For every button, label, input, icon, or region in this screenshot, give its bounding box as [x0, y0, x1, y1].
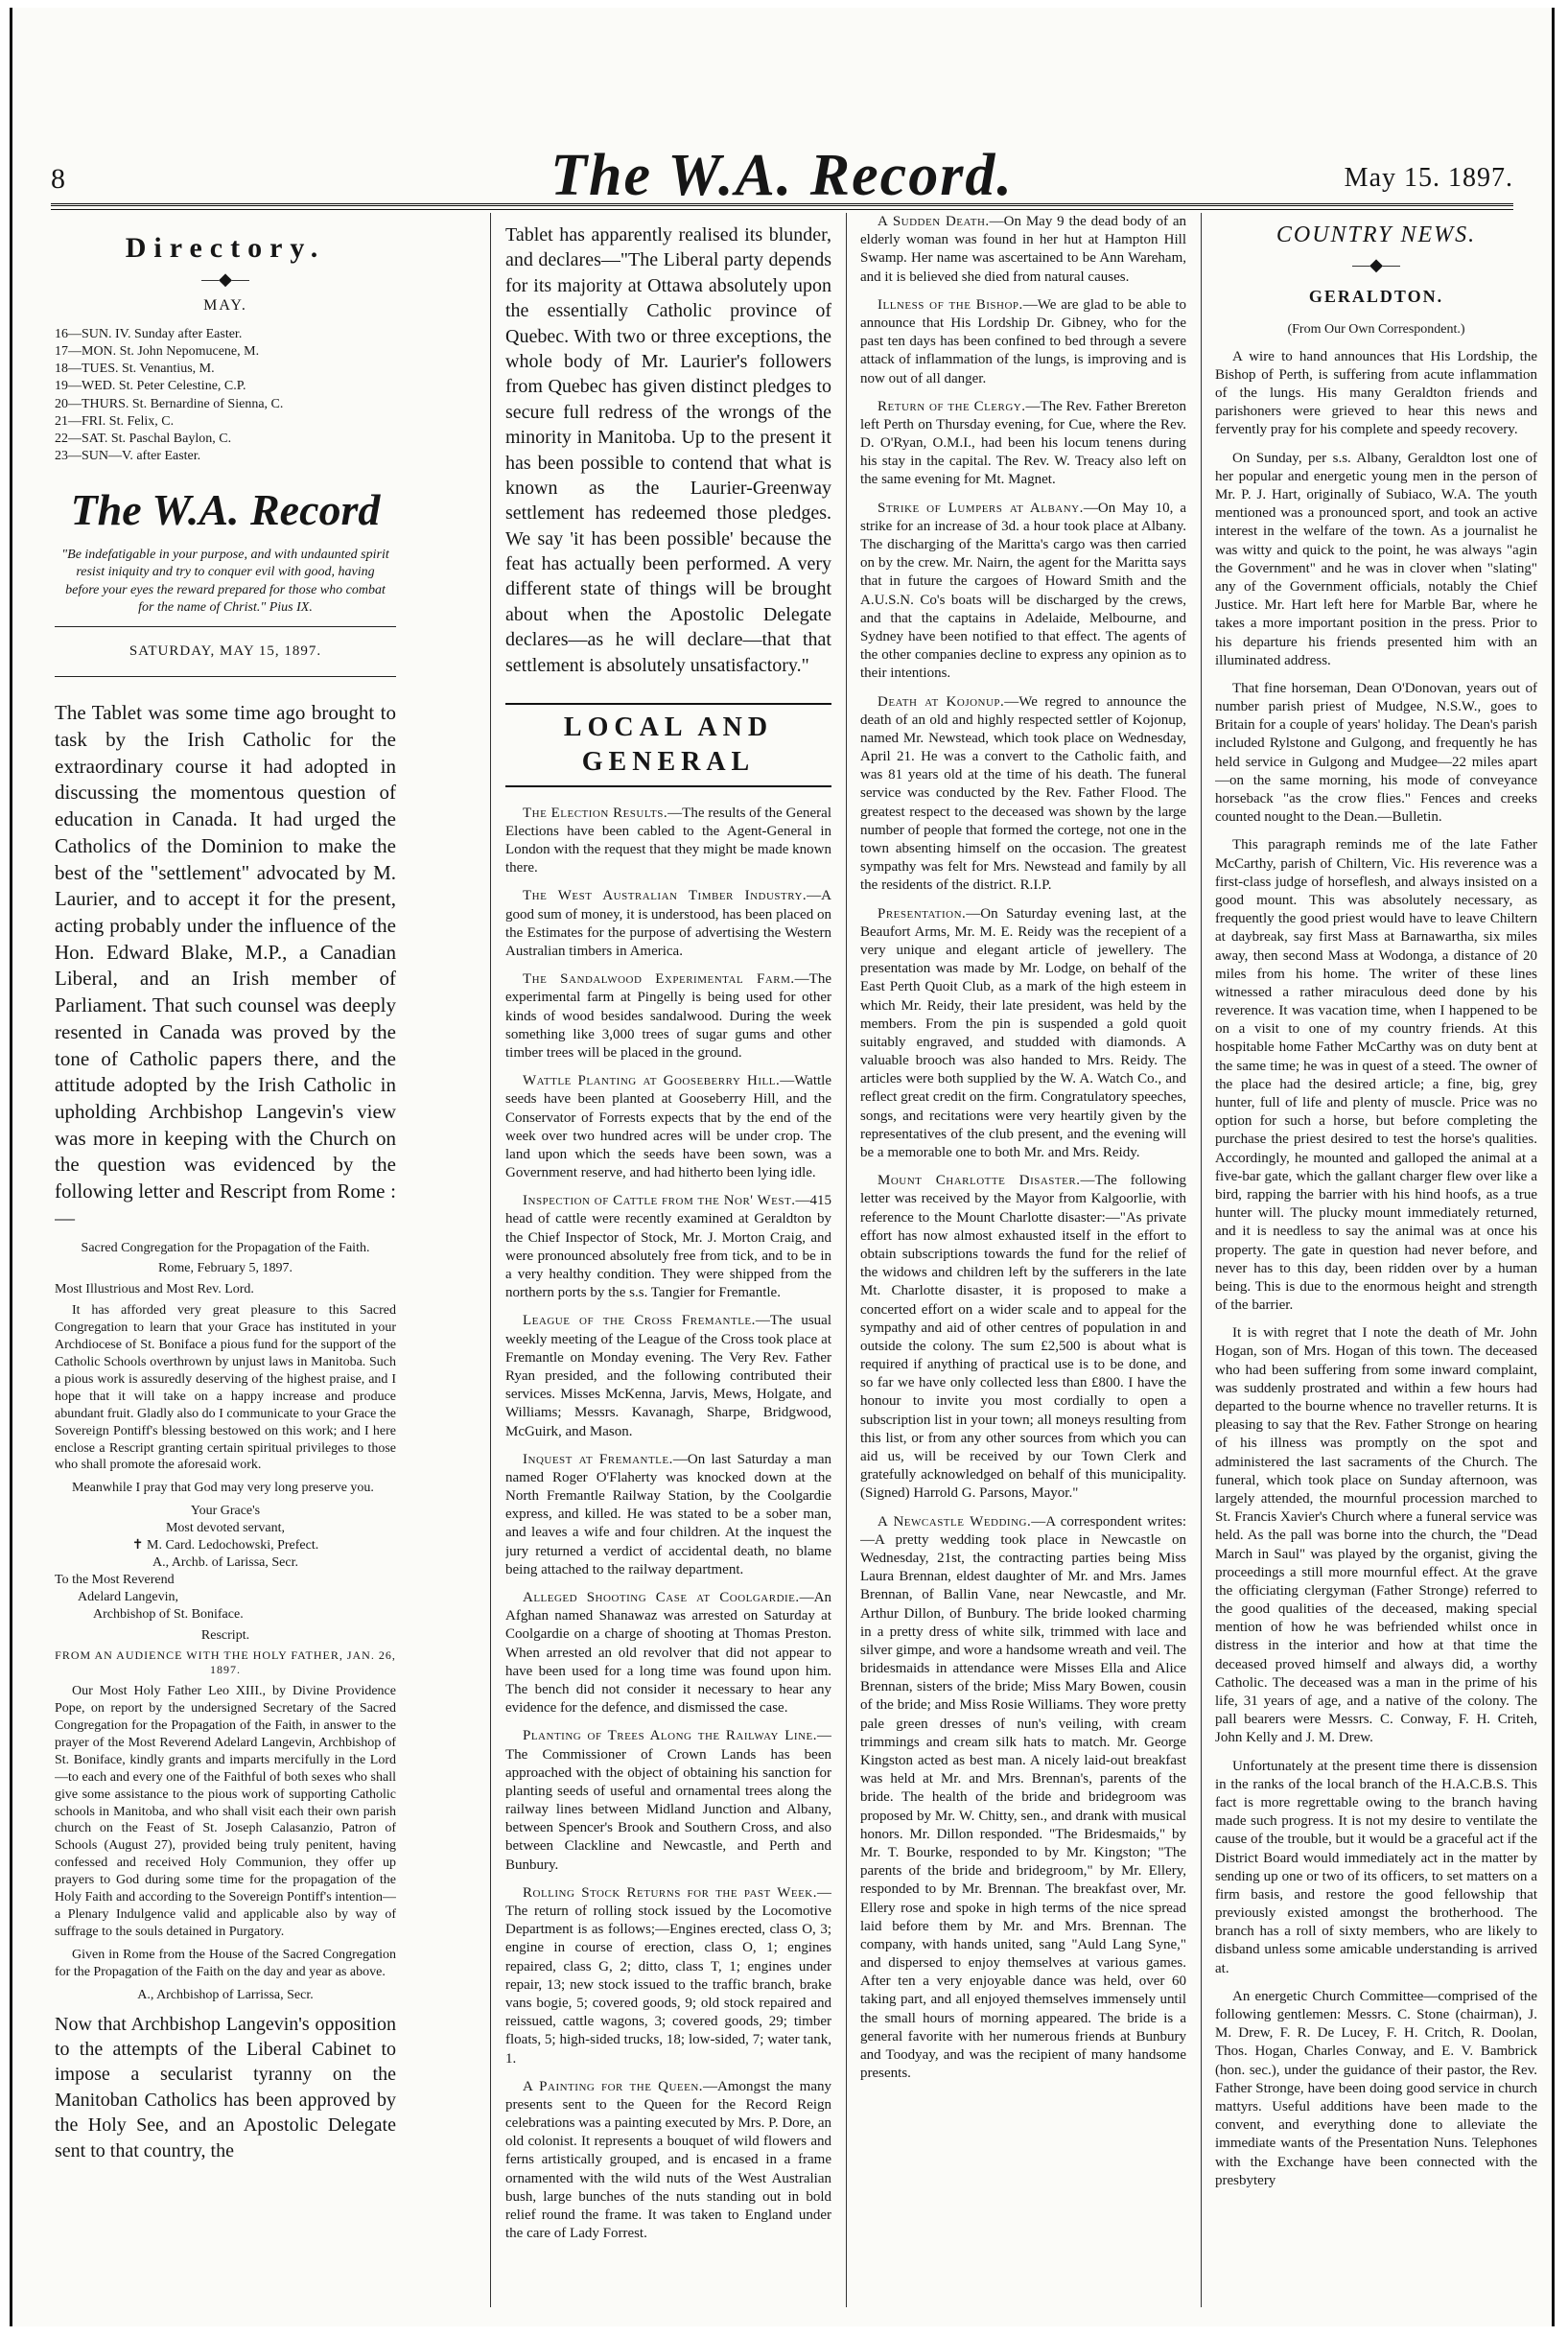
- column-3: [860, 213, 1186, 2307]
- signature-line: Most devoted servant,: [165, 1521, 286, 1536]
- country-news-paragraph: A wire to hand announces that His Lordship, the Bishop of Perth, is suffering from acute inflammation of the lungs. His many Geraldton friends and parishoners were grieved to hear this news and fervently pray for his complete and speedy recovery.: [1215, 348, 1537, 438]
- news-items: [505, 805, 831, 2244]
- news-item-heading: Return of the Clergy.: [878, 398, 1026, 414]
- correspondent-line: (From Our Own Correspondent.): [1287, 321, 1465, 337]
- news-item: [505, 1192, 831, 1302]
- news-item-heading: Illness of the Bishop.: [878, 296, 1023, 313]
- ornament-icon: —◆—: [201, 269, 249, 290]
- news-item: [505, 1451, 831, 1579]
- address-line: To the Most Reverend: [55, 1572, 175, 1587]
- news-item-heading: Alleged Shooting Case at Coolgardie.: [523, 1590, 800, 1605]
- signature-line: A., Archb. of Larissa, Secr.: [152, 1554, 299, 1570]
- news-item-heading: The West Australian Timber Industry.: [523, 888, 807, 904]
- news-item-text: —The results of the General Elections have been cabled to the Agent-General in London with the request that they might be made known there.: [505, 805, 831, 876]
- letter-closing: Meanwhile I pray that God may very long preserve you.: [72, 1481, 374, 1496]
- news-item-text: —415 head of cattle were recently examined at Geraldton by the Chief Inspector of Stock, Mr. J. Morton Craig, and were pronounced absolutely free from tick, and to be in a very healthy condition. They were shipped from the northern ports by the s.s. Tangier for Fremantle.: [505, 1193, 831, 1301]
- country-news-heading: COUNTRY NEWS.: [1275, 222, 1477, 247]
- country-news-paragraph: It is with regret that I note the death of Mr. John Hogan, son of Mrs. Hogan of this town. The deceased who had been suffering from some inward complaint, was suddenly prostrated and within a few hours had departed to the bourne whence no traveller returns. It is pleasing to say that the Rev. Father Stronge on hearing of his illness was promptly on the spot and administered the last sacraments of the Church. The funeral, which took place on Sunday afternoon, was largely attended, the mournful procession marched to St. Francis Xavier's Church where a funeral service was held. As the pall was borne into the church, the "Dead March in Saul" was played by the organist, giving the proceedings a still more mournful effect. At the grave the officiating clergyman (Father Stronge) referred to the good qualities of the deceased, making special mention of how he was befriended whilst once in distress in the interior and how at that time the deceased proved himself and always did, a worthy Catholic. The deceased was a man in the prime of his life, 31 years of age, and a native of the colony. The pall bearers were Messrs. C. Conway, F. H. Criteh, John Kelly and J. M. Drew.: [1215, 1325, 1537, 1746]
- address-line: Archbishop of St. Boniface.: [93, 1606, 244, 1622]
- news-item-heading: A Sudden Death.: [878, 214, 990, 229]
- news-item: [860, 1172, 1186, 1503]
- rescript-given: Given in Rome from the House of the Sacred Congregation for the Propagation of the Faith on the day and year as above.: [55, 1947, 396, 1979]
- news-item: [505, 887, 831, 961]
- news-item: [860, 1513, 1186, 2084]
- local-general-heading: LOCAL AND GENERAL: [505, 703, 831, 787]
- news-item-text: —A good sum of money, it is understood, has been placed on the Estimates for the purpose of advertising the Western Australian timbers in America.: [505, 888, 831, 959]
- news-item-text: —Amongst the many presents sent to the Queen for the Record Reign celebrations was a painting executed by Mrs. P. Dore, an old colonist. It represents a bouquet of wild flowers and ferns artistically grouped, and is encased in a frame ornamented with the wild nuts of the West Australian bush, large bunches of the nuts standing out in bold relief round the frame. It was taken to England under the care of Lady Forrest.: [505, 2078, 831, 2242]
- news-item-text: —An Afghan named Shanawaz was arrested on Saturday at Coolgardie on a charge of shooting at Thomas Preston. When arrested an old revolver that did not appear to have been used for a long time was found upon him. The bench did not consider it necessary to hear any evidence for the defence, and dismissed the case.: [505, 1590, 831, 1717]
- news-item-text: —On last Saturday a man named Roger O'Flaherty was knocked down at the North Fremantle Railway Station, by the Coolgardie express, and killed. He was stated to be a sober man, and leaves a wife and four children. At the inquest the jury returned a verdict of accidental death, no blame being attached to the railway department.: [505, 1451, 831, 1577]
- directory-entry: 18—TUES. St. Venantius, M.: [55, 362, 215, 377]
- news-item-text: —The Commissioner of Crown Lands has been approached with the object of obtaining his sanction for planting seeds of useful and ornamental trees along the railway lines between Midland Junction and Albany, between Spencer's Brook and Southern Cross, and also between Clackline and Newcastle, and Perth and Bunbury.: [505, 1728, 831, 1873]
- directory-title: Directory.: [125, 232, 326, 264]
- news-item-text: —The usual weekly meeting of the League of the Cross took place at Fremantle on Monday evening. The Very Rev. Father Ryan presided, and the following contributed their services. Misses McKenna, Jarvis, Mews, Holgate, and Williams; Messrs. Kavanagh, Sharpe, Bridgwood, McGuirk, and Mason.: [505, 1313, 831, 1439]
- column-4: [1215, 213, 1537, 2307]
- directory-entry: 19—WED. St. Peter Celestine, C.P.: [55, 379, 246, 394]
- country-news-paragraph: An energetic Church Committee—comprised of the following gentlemen: Messrs. C. Stone (chairman), J. M. Drew, F. R. De Lucey, F. H. Critch, R. Doolan, Thos. Hogan, Charles Conway, and E. V. Bambrick (hon. sec.), under the guidance of their pastor, the Rev. Father Stronge, have been doing good service in church mattyrs. Useful additions have been made to the convent, and everything done to alleviate the immediate wants of the Presentation Nuns. Telephones with the Exchange have been connected with the presbytery: [1215, 1988, 1537, 2188]
- news-item-heading: Death at Kojonup.: [878, 693, 1005, 710]
- divider: [55, 676, 396, 677]
- issue-date: SATURDAY, MAY 15, 1897.: [129, 643, 322, 660]
- directory-entry: 20—THURS. St. Bernardine of Sienna, C.: [55, 396, 284, 411]
- news-item: [860, 500, 1186, 684]
- news-item-text: —The experimental farm at Pingelly is being used for other kinds of wood besides sandalwood. During the week something like 3,000 trees of sugar gums and other timber trees will be placed in the ground.: [505, 971, 831, 1061]
- news-item: [505, 2078, 831, 2244]
- news-item: [860, 693, 1186, 896]
- news-item: [505, 1589, 831, 1717]
- audience-heading: FROM AN AUDIENCE WITH THE HOLY FATHER, JAN. 26, 1897.: [55, 1647, 396, 1676]
- signature-line: A., Archbishop of Larrissa, Secr.: [137, 1987, 314, 2002]
- editorial-paragraph: The Tablet was some time ago brought to task by the Irish Catholic for the extraordinary course it had adopted in discussing the momentous question of education in Canada. It had urged the Catholics of the Dominion to make the best of the "settlement" advocated by M. Laurier, and to accept it for the present, acting probably under the influence of the Hon. Edward Blake, M.P., a Canadian Liberal, and an Irish member of Parliament. That such counsel was deeply resented in Canada was proved by the tone of Catholic papers there, and the attitude adopted by the Irish Catholic in upholding Archbishop Langevin's view was more in keeping with the Church on the question was evidenced by the following letter and Rescript from Rome :—: [55, 701, 396, 1229]
- letter-salutation: Most Illustrious and Most Rev. Lord.: [55, 1282, 254, 1297]
- news-item: [505, 970, 831, 1063]
- divider: [55, 626, 396, 627]
- news-item: [860, 213, 1186, 287]
- record-logo: The W.A. Record: [70, 485, 381, 535]
- directory-entry: 23—SUN—V. after Easter.: [55, 449, 201, 464]
- letter-date: Rome, February 5, 1897.: [158, 1261, 293, 1276]
- signature-line: ✝ M. Card. Ledochowski, Prefect.: [131, 1538, 319, 1553]
- news-item-heading: League of the Cross Fremantle.: [523, 1313, 756, 1329]
- column-divider: [1201, 213, 1202, 2307]
- address-line: Adelard Langevin,: [78, 1589, 178, 1604]
- column-1: [55, 213, 396, 2307]
- congregation-heading: Sacred Congregation for the Propagation of the Faith.: [81, 1240, 370, 1255]
- news-item-heading: A Newcastle Wedding.: [878, 1513, 1032, 1530]
- country-news-body: [1215, 348, 1537, 2190]
- country-news-paragraph: That fine horseman, Dean O'Donovan, years out of number parish priest of Mudgee, N.S.W., goes to Britain for a couple of years' holiday. The Dean's parish included Rylstone and Gulgong, and frequently he has held service in Gulgong and Mudgee—22 miles apart—on the same morning, his mode of conveyance horseback "as the crow flies." Fences and creeks counted nought to the Dean.—Bulletin.: [1215, 680, 1537, 826]
- news-item-text: —The Rev. Father Brereton left Perth on Thursday evening, for Cue, where the Rev. D. O'Ryan, O.M.I., had been his locum tenens during his stay in the capital. The Rev. W. Treacy also left on the same evening for Mt. Magnet.: [860, 398, 1186, 488]
- news-item-text: —On May 9 the dead body of an elderly woman was found in her hut at Hampton Hill Swamp. Her name was ascertained to be Ann Wareham, and it is believed she died from natural causes.: [860, 214, 1186, 285]
- ornament-icon: —◆—: [1352, 254, 1400, 274]
- news-item: [860, 905, 1186, 1163]
- column-divider: [490, 213, 491, 2307]
- news-item-heading: Strike of Lumpers at Albany.: [878, 500, 1084, 516]
- masthead: The W.A. Record.: [550, 143, 1014, 208]
- news-item-text: —The return of rolling stock issued by the Locomotive Department is as follows;—Engines erected, class O, 3; engine in course of erection, class O, 1; engines repaired, class G, 2; ditto, class T, 1; engines under repair, 13; new stock issued to the traffic branch, brake vans bogie, 5; covered goods, 9; old stock repaired and reissued, cattle wagons, 3; covered goods, 29; timber floats, 5; high-sided trucks, 18; low-sided, 7; water tank, 1.: [505, 1884, 831, 2067]
- news-item-heading: Mount Charlotte Disaster.: [878, 1173, 1081, 1189]
- news-item: [505, 1072, 831, 1182]
- newspaper-page: [10, 8, 1555, 2326]
- page-date: May 15. 1897.: [1344, 163, 1513, 193]
- news-item-heading: A Painting for the Queen.: [523, 2078, 704, 2094]
- motto: "Be indefatigable in your purpose, and with undaunted spirit resist iniquity and try to conquer evil with good, having before your eyes the reward prepared for those who combat for the name of Christ." Pius IX.: [61, 548, 389, 615]
- news-item: [505, 805, 831, 878]
- column-divider: [846, 213, 847, 2307]
- news-item: [860, 398, 1186, 490]
- signature-line: Your Grace's: [190, 1504, 261, 1519]
- news-item-text: —A correspondent writes:—A pretty wedding took place in Newcastle on Wednesday, 21st, the contracting parties being Miss Laura Brennan, eldest daughter of Mr. and Mrs. James Brennan, of Ballin Vane, near Newcastle, and Mr. Arthur Dillon, of Bunbury. The bride looked charming in a pretty dress of white silk, trimmed with lace and silver gimpe, and wore a handsome wreath and veil. The bridesmaids in attendance were Misses Ella and Alice Brennan, sisters of the bride; Miss Mary Bowen, cousin of the bride; and Miss Rosie Williams. They wore pretty pale green dresses of nun's veiling, with cream trimmings and cream silk hats to match. Mr. George Kingston acted as best man. A nicely laid-out breakfast was held at Mr. and Mrs. Brennan's, parents of the bride. The health of the bride and bridegroom was proposed by Mr. W. Chitty, sen., and drank with musical honors. Mr. Dillon responded. "The Bridesmaids," by Mr. T. Bourke, responded to by Mr. Kingston; "The parents of the bride and bridegroom," by Mr. Ellery, responded to by Mr. Brennan. The breakfast over, Mr. Ellery rose and spoke in high terms of the nice spread laid before them by Mr. and Mrs. Brennan. The company, with hands united, sang "Auld Lang Syne," and dispersed to enjoy themselves at various games. After ten a very enjoyable dance was held, over 60 taking part, and all enjoyed themselves immensely until the small hours of morning appeared. The bride is a general favorite with her numerous friends at Bunbury and Toodyay, and was the recipient of many handsome presents.: [860, 1513, 1186, 2082]
- rescript-heading: Rescript.: [200, 1627, 250, 1643]
- letter-body: It has afforded very great pleasure to this Sacred Congregation to learn that your Grace has instituted in your Archdiocese of St. Boniface a pious fund for the support of the Catholic Schools overthrown by unjust laws in Manitoba. Such a pious work is assuredly deserving of the highest praise, and I hope that it will take on a happy increase and produce abundant fruit. Gladly also do I communicate to your Grace the Sovereign Pontiff's blessing bestowed on this work; and I here enclose a Rescript granting certain spiritual privileges to those who shall promote the aforesaid work.: [55, 1303, 396, 1473]
- news-item-heading: The Election Results.: [523, 805, 668, 821]
- editorial-paragraph: Tablet has apparently realised its blunder, and declares—"The Liberal party depends for its majority at Ottawa absolutely upon the essentially Catholic province of Quebec. With two or three exceptions, the whole body of Mr. Laurier's followers from Quebec has given distinct pledges to secure full redress of the wrongs of the minority in Manitoba. Up to the present it has been possible to contend that what is known as the Laurier-Greenway settlement has redeemed those pledges. We say 'it has been possible' because the feat has actually been performed. A very different state of things will be brought about when the Apostolic Delegate declares—as he will declare—that that settlement is absolutely unsatisfactory.": [505, 224, 831, 676]
- news-item-text: —On Saturday evening last, at the Beaufort Arms, Mr. M. E. Reidy was the recepient of a very unique and elegant article of jewellery. The presentation was made by Mr. Lodge, on behalf of the East Perth Quoit Club, as a mark of the high esteem in which Mr. Reidy, their late president, was held by the members. From the pin is suspended a gold quoit suitably engraved, and studded with diamonds. A valuable brooch was also handed to Mrs. Reidy. The articles were both supplied by the W. A. Watch Co., and reflect great credit on the firm. Congratulatory speeches, songs, and recitations were very heartily given by the representatives of the club present, and the evening will be a memorable one to both Mr. and Mrs. Reidy.: [860, 905, 1186, 1160]
- column-2: [505, 213, 831, 2307]
- news-item-heading: Wattle Planting at Gooseberry Hill.: [523, 1073, 781, 1089]
- directory-month: MAY.: [203, 297, 247, 315]
- news-item: [860, 296, 1186, 388]
- page-number: 8: [51, 163, 65, 195]
- news-item: [505, 1312, 831, 1440]
- news-item-heading: Rolling Stock Returns for the past Week.: [523, 1884, 817, 1901]
- news-item-text: —The following letter was received by the Mayor from Kalgoorlie, with reference to the Mount Charlotte disaster:—"As private effort has now almost exhausted itself in the effort to obtain subscriptions towards the fund for the relief of the widows and children left by the sufferers in the late Mt. Charlotte disaster, it is proposed to make a concerted effort on a wider scale and to appeal for the sympathy and aid of other centres of population in and outside the colony. The sum £2,500 is about what is required if anything of practical use is to be done, and so far we have only collected less than £800. I have the honour to invite you most cordially to open a subscription list in your town; all moneys resulting from this list, or from any other sources from which you can aid us, will be received by our Town Clerk and gratefully acknowledged on behalf of this municipality. (Signed) Harrold G. Parsons, Mayor.": [860, 1173, 1186, 1502]
- country-news-paragraph: Unfortunately at the present time there is dissension in the ranks of the local branch of the H.A.C.B.S. This fact is more regrettable owing to the branch having made such progress. It is not my desire to ventilate the cause of the trouble, but it would be a graceful act if the District Board would immediately act in the matter by sending up one or two of its officers, to set matters on a firm basis, and restore the good fellowship that previously existed amongst the brotherhood. The branch has a roll of sixty members, who are likely to disband unless some amicable understanding is arrived at.: [1215, 1758, 1537, 1976]
- news-item-heading: The Sandalwood Experimental Farm.: [523, 971, 795, 988]
- news-item: [505, 1727, 831, 1875]
- news-item-text: —We regred to announce the death of an old and highly respected settler of Kojonup, named Mr. Newstead, which took place on Wednesday, April 21. He was a convert to the Catholic faith, and was 81 years old at the time of his death. The funeral service was conducted by the Rev. Father Flood. The greatest respect to the deceased was shown by the large number of people that formed the cortege, not one in the town absenting himself on the occasion. The greatest sympathy was felt for Mrs. Newstead and family by all the residents of the district. R.I.P.: [860, 693, 1186, 894]
- town-heading: GERALDTON.: [1308, 286, 1444, 306]
- news-item-heading: Planting of Trees Along the Railway Line.: [523, 1728, 817, 1744]
- news-item-text: —We are glad to be able to announce that His Lordship Dr. Gibney, who for the past ten days has been confined to bed through a severe attack of inflammation of the lungs, is improving and is now out of all danger.: [860, 296, 1186, 386]
- news-item-heading: Inquest at Fremantle.: [523, 1451, 673, 1467]
- directory-entry: 22—SAT. St. Paschal Baylon, C.: [55, 432, 232, 447]
- news-item-text: —On May 10, a strike for an increase of 3d. a hour took place at Albany. The discharging of the Maritta's cargo was then carried on by the crew. Mr. Nairn, the agent for the Maritta says that in future the cargoes of Howard Smith and the A.U.S.N. Co's boats will be discharged by the crews, and that the captains in Adelaide, Melbourne, and Sydney have been notified to that effect. The agents of the other companies decline to express any opinion as to their intentions.: [860, 500, 1186, 682]
- news-item: [505, 1884, 831, 2068]
- country-news-paragraph: This paragraph reminds me of the late Father McCarthy, parish of Chiltern, Vic. His reverence was a first-class judge of horseflesh, and always insisted on a good mount. This was absolutely necessary, as frequently the good priest would have to leave Chiltern at daybreak, say first Mass at Barnawartha, six miles away, then second Mass at Wodonga, a distance of 20 miles from his home. The writer of these lines witnessed a rather miraculous deed done by his reverence. It was vacation time, when I happened to be on a visit to one of my country friends. At this hospitable home Father McCarthy was on duty bent at the same time; he was in quest of a steed. The owner of the place had the desired article; a fine, big, grey hunter, full of life and plenty of muscle. Price was no option for such a horse, but before completing the purchase the priest desired to test the horse's qualities. Accordingly, he mounted and galloped the animal at a five-bar gate, which the gallant charger flew over like a bird, rapping the barrier with his hind hoofs, as a true hunter will. The plucky mount immediately returned, and it is needless to say the animal was at once his property. The gate in question had never before, and never has to this day, been ridden over by a human being. This is due to the enormous height and strength of the barrier.: [1215, 837, 1537, 1314]
- directory-entry: 21—FRI. St. Felix, C.: [55, 413, 175, 429]
- news-items: [860, 213, 1186, 2083]
- rescript-body: Our Most Holy Father Leo XIII., by Divine Providence Pope, on report by the undersigned Secretary of the Sacred Congregation for the Propagation of the Faith, in answer to the prayer of the Most Reverend Adelard Langevin, Archbishop of St. Boniface, kindly grants and imparts mercifully in the Lord—to each and every one of the Faithful of both sexes who shall give some assistance to the pious work of supporting Catholic schools in Manitoba, and who shall visit each their own parish church on the Feast of St. Joseph Calasanzio, Patron of Schools (August 27), provided being truly penitent, having confessed and received Holy Communion, they offer up prayers to God during some time for the propagation of the Holy Faith and according to the Sovereign Pontiff's intention—a Plenary Indulgence valid and applicable also by way of suffrage to the souls detained in Purgatory.: [55, 1684, 396, 1939]
- news-item-heading: Inspection of Cattle from the Nor' West.: [523, 1193, 796, 1209]
- header-rule: [51, 203, 1513, 210]
- news-item-heading: Presentation.: [878, 905, 967, 922]
- editorial-paragraph: Now that Archbishop Langevin's opposition to the attempts of the Liberal Cabinet to impose a secularist tyranny on the Manitoban Catholics has been approved by the Holy See, and an Apostolic Delegate sent to that country, the: [55, 2013, 396, 2161]
- directory-entry: 16—SUN. IV. Sunday after Easter.: [55, 326, 243, 341]
- country-news-paragraph: On Sunday, per s.s. Albany, Geraldton lost one of her popular and energetic young men in the person of Mr. P. J. Hart, originally of Subiaco, W.A. The youth mentioned was a pronounced sport, and took an active interest in the welfare of the town. As a journalist he was witty and quick to the point, he was always "agin the Government" and he was in clover when "slating" any of the Government officials, notably the Chief Justice. Mr. Hart left here for Marble Bar, where he takes a more important position in the press. Prior to his departure his friends presented him with an illuminated address.: [1215, 450, 1537, 668]
- news-item-text: —Wattle seeds have been planted at Gooseberry Hill, and the Conservator of Forrests expects that by the end of the week over two hundred acres will be under crop. The land upon which the seeds have been sown, was a Government reserve, and had hitherto been lying idle.: [505, 1073, 831, 1181]
- directory-entry: 17—MON. St. John Nepomucene, M.: [55, 344, 260, 360]
